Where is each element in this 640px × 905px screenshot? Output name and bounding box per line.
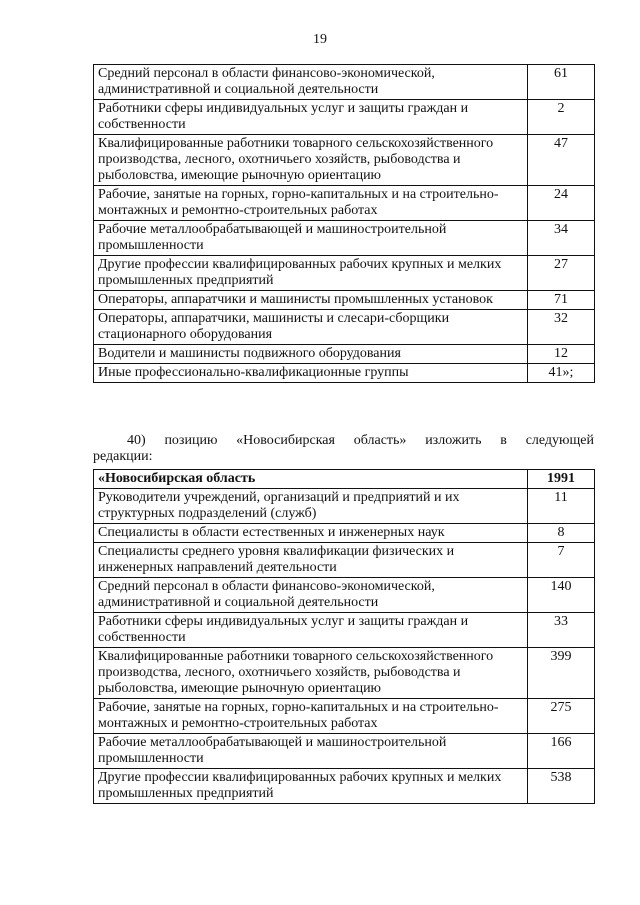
occupation-value: 2 xyxy=(528,100,595,135)
occupation-label: Рабочие, занятые на горных, горно-капитальных и на строительно-монтажных и ремонтно-строительных работах xyxy=(94,186,528,221)
table-row xyxy=(94,291,595,310)
occupation-label: Другие профессии квалифицированных рабочих крупных и мелких промышленных предприятий xyxy=(94,256,528,291)
occupation-value: 7 xyxy=(528,543,595,578)
table-header-row xyxy=(94,470,595,489)
occupation-label: Работники сферы индивидуальных услуг и защиты граждан и собственности xyxy=(94,613,528,648)
table-row xyxy=(94,734,595,769)
occupation-label: Рабочие металлообрабатывающей и машиностроительной промышленности xyxy=(94,734,528,769)
page-number: 19 xyxy=(313,32,327,47)
novosibirsk-occupation-table xyxy=(93,469,595,804)
table-row xyxy=(94,221,595,256)
occupation-value: 32 xyxy=(528,310,595,345)
occupation-label: Работники сферы индивидуальных услуг и защиты граждан и собственности xyxy=(94,100,528,135)
table-row xyxy=(94,364,595,383)
occupation-label: Рабочие, занятые на горных, горно-капитальных и на строительно-монтажных и ремонтно-строительных работах xyxy=(94,699,528,734)
occupation-table-continued xyxy=(93,64,595,383)
occupation-label: Средний персонал в области финансово-экономической, административной и социальной деятельности xyxy=(94,65,528,100)
occupation-label: Операторы, аппаратчики и машинисты промышленных установок xyxy=(94,291,528,310)
amendment-line: редакции: xyxy=(93,449,153,464)
occupation-value: 275 xyxy=(528,699,595,734)
table-row xyxy=(94,613,595,648)
occupation-value: 11 xyxy=(528,489,595,524)
table-row xyxy=(94,578,595,613)
table-row xyxy=(94,65,595,100)
occupation-label: Другие профессии квалифицированных рабочих крупных и мелких промышленных предприятий xyxy=(94,769,528,804)
table-row xyxy=(94,699,595,734)
table-row xyxy=(94,135,595,186)
amendment-line: 40) позицию «Новосибирская область» изложить в следующей xyxy=(127,433,594,448)
occupation-value: 12 xyxy=(528,345,595,364)
occupation-value: 34 xyxy=(528,221,595,256)
table-row xyxy=(94,310,595,345)
occupation-value: 71 xyxy=(528,291,595,310)
occupation-value: 399 xyxy=(528,648,595,699)
occupation-label: Иные профессионально-квалификационные группы xyxy=(94,364,528,383)
occupation-value: 61 xyxy=(528,65,595,100)
region-total: 1991 xyxy=(528,470,595,489)
table-row xyxy=(94,543,595,578)
table-row xyxy=(94,100,595,135)
occupation-value: 538 xyxy=(528,769,595,804)
occupation-value: 140 xyxy=(528,578,595,613)
occupation-value: 166 xyxy=(528,734,595,769)
occupation-label: Специалисты в области естественных и инженерных наук xyxy=(94,524,528,543)
occupation-label: Средний персонал в области финансово-экономической, административной и социальной деятельности xyxy=(94,578,528,613)
occupation-value: 27 xyxy=(528,256,595,291)
occupation-label: Операторы, аппаратчики, машинисты и слесари-сборщики стационарного оборудования xyxy=(94,310,528,345)
occupation-label: Специалисты среднего уровня квалификации физических и инженерных направлений деятельности xyxy=(94,543,528,578)
occupation-label: Водители и машинисты подвижного оборудования xyxy=(94,345,528,364)
occupation-label: Квалифицированные работники товарного сельскохозяйственного производства, лесного, охотничьего хозяйств, рыбоводства и рыболовства, имеющие рыночную ориентацию xyxy=(94,648,528,699)
occupation-value: 47 xyxy=(528,135,595,186)
table-row xyxy=(94,186,595,221)
amendment-paragraph xyxy=(93,433,594,465)
occupation-value: 33 xyxy=(528,613,595,648)
table-row xyxy=(94,256,595,291)
occupation-label: Рабочие металлообрабатывающей и машиностроительной промышленности xyxy=(94,221,528,256)
occupation-label: Квалифицированные работники товарного сельскохозяйственного производства, лесного, охотничьего хозяйств, рыбоводства и рыболовства, имеющие рыночную ориентацию xyxy=(94,135,528,186)
table-row xyxy=(94,489,595,524)
table-row xyxy=(94,648,595,699)
table-row xyxy=(94,524,595,543)
occupation-label: Руководители учреждений, организаций и предприятий и их структурных подразделений (служб) xyxy=(94,489,528,524)
occupation-value: 24 xyxy=(528,186,595,221)
table-row xyxy=(94,345,595,364)
occupation-value: 41»; xyxy=(528,364,595,383)
region-title: «Новосибирская область xyxy=(94,470,528,489)
occupation-value: 8 xyxy=(528,524,595,543)
table-row xyxy=(94,769,595,804)
